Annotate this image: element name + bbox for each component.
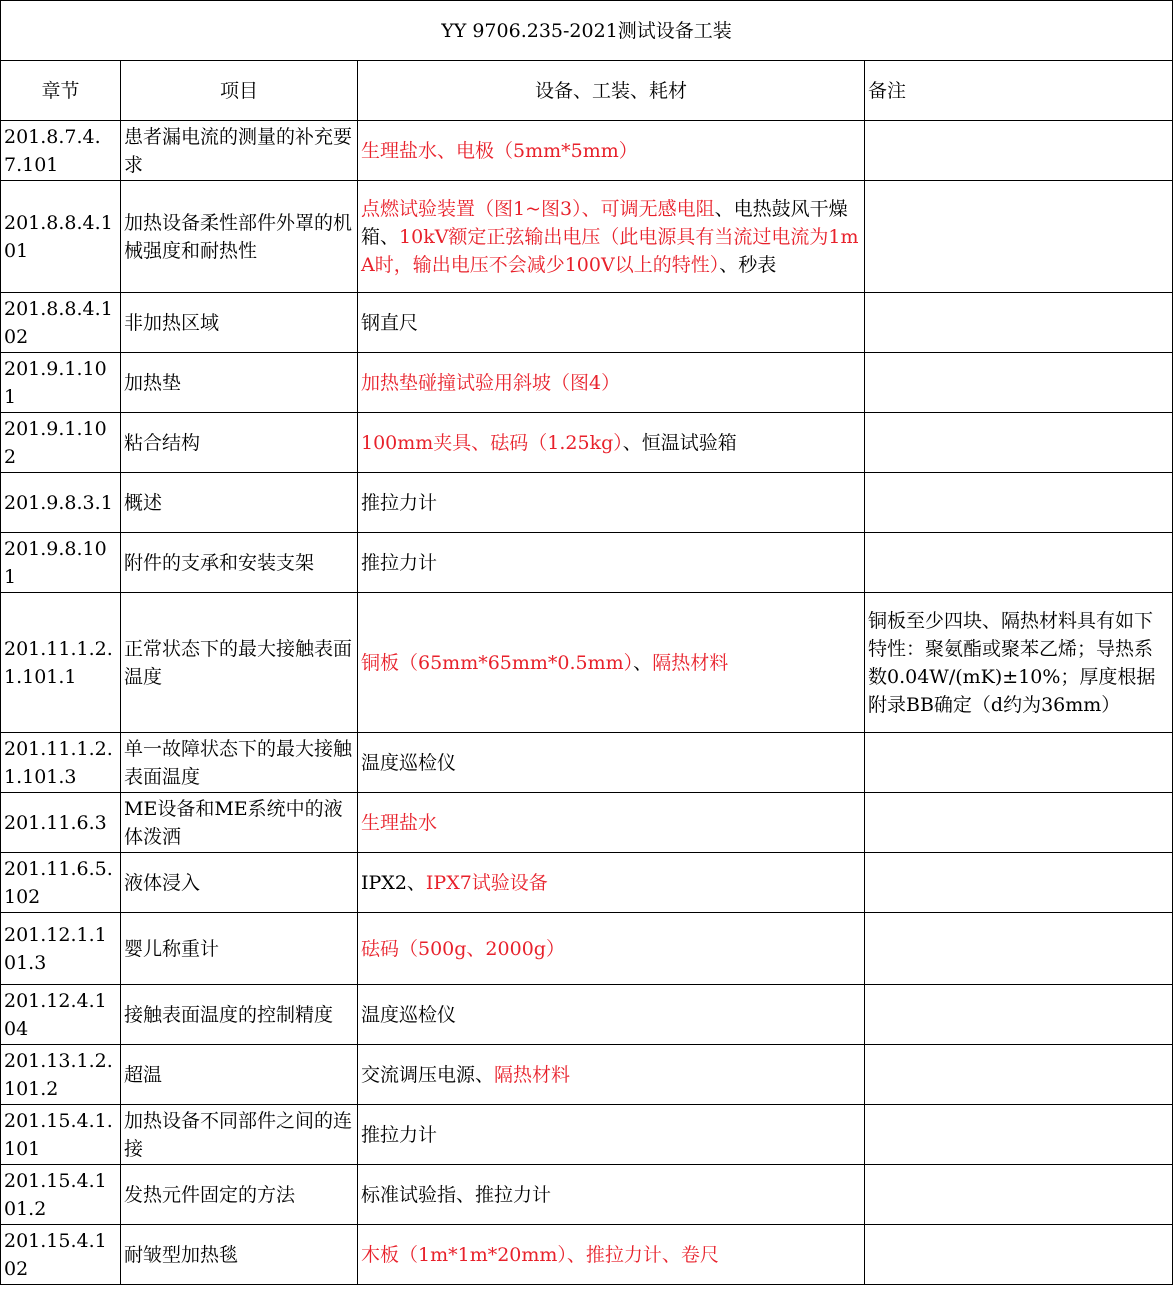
section-cell: 201.12.1.101.3 — [1, 913, 121, 985]
remarks-cell — [865, 913, 1173, 985]
remarks-cell — [865, 1165, 1173, 1225]
table-row — [1, 533, 1173, 593]
remarks-cell — [865, 1045, 1173, 1105]
item-cell: 加热设备柔性部件外罩的机械强度和耐热性 — [121, 181, 358, 293]
table-row — [1, 293, 1173, 353]
equipment-text: 木板（1m*1m*20mm）、推拉力计、卷尺 — [361, 1243, 719, 1266]
item-cell: 单一故障状态下的最大接触表面温度 — [121, 733, 358, 793]
equipment-text: 生理盐水 — [361, 811, 438, 834]
equipment-cell — [358, 593, 865, 733]
remarks-cell — [865, 293, 1173, 353]
section-cell: 201.9.8.3.1 — [1, 473, 121, 533]
remarks-cell — [865, 733, 1173, 793]
item-cell: 患者漏电流的测量的补充要求 — [121, 121, 358, 181]
equipment-cell — [358, 985, 865, 1045]
table-row — [1, 1045, 1173, 1105]
table-title: YY 9706.235-2021测试设备工装 — [1, 1, 1173, 61]
equipment-text: 交流调压电源、 — [361, 1063, 495, 1086]
section-cell: 201.8.7.4.7.101 — [1, 121, 121, 181]
remarks-cell — [865, 793, 1173, 853]
equipment-text: 隔热材料 — [652, 651, 729, 674]
equipment-text: 、电热鼓风干燥箱、 — [361, 197, 848, 248]
equipment-text: 推拉力计 — [361, 1123, 438, 1146]
table-row — [1, 985, 1173, 1045]
item-cell: 概述 — [121, 473, 358, 533]
item-cell: 加热设备不同部件之间的连接 — [121, 1105, 358, 1165]
equipment-cell — [358, 121, 865, 181]
remarks-cell — [865, 1105, 1173, 1165]
equipment-text: 100mm夹具、砝码（1.25kg） — [361, 431, 623, 454]
section-cell: 201.9.1.101 — [1, 353, 121, 413]
item-cell: 发热元件固定的方法 — [121, 1165, 358, 1225]
section-cell: 201.15.4.102 — [1, 1225, 121, 1285]
table-row — [1, 593, 1173, 733]
table-row — [1, 473, 1173, 533]
remarks-cell — [865, 353, 1173, 413]
section-cell: 201.15.4.1.101 — [1, 1105, 121, 1165]
equipment-text: 、恒温试验箱 — [622, 431, 737, 454]
header-section: 章节 — [1, 61, 121, 121]
equipment-cell — [358, 733, 865, 793]
table-row — [1, 913, 1173, 985]
table-row — [1, 793, 1173, 853]
header-remarks: 备注 — [865, 61, 1173, 121]
equipment-text: 推拉力计 — [361, 491, 438, 514]
equipment-cell — [358, 413, 865, 473]
table-row — [1, 121, 1173, 181]
section-cell: 201.12.4.104 — [1, 985, 121, 1045]
section-cell: 201.15.4.101.2 — [1, 1165, 121, 1225]
item-cell: 附件的支承和安装支架 — [121, 533, 358, 593]
equipment-cell — [358, 1165, 865, 1225]
remarks-cell — [865, 473, 1173, 533]
table-row — [1, 1225, 1173, 1285]
section-cell: 201.13.1.2.101.2 — [1, 1045, 121, 1105]
section-cell: 201.9.1.102 — [1, 413, 121, 473]
table-row — [1, 413, 1173, 473]
section-cell: 201.11.6.3 — [1, 793, 121, 853]
equipment-text: 10kV额定正弦输出电压（此电源具有当流过电流为1mA时，输出电压不会减少100V以上的特性） — [361, 225, 859, 276]
equipment-text: 铜板（65mm*65mm*0.5mm） — [361, 651, 634, 674]
equipment-cell — [358, 793, 865, 853]
equipment-text: 温度巡检仪 — [361, 1003, 457, 1026]
equipment-text: 钢直尺 — [361, 311, 419, 334]
equipment-cell — [358, 1225, 865, 1285]
section-cell: 201.9.8.101 — [1, 533, 121, 593]
item-cell: ME设备和ME系统中的液体泼洒 — [121, 793, 358, 853]
table-row — [1, 733, 1173, 793]
section-cell: 201.8.8.4.101 — [1, 181, 121, 293]
remarks-cell — [865, 181, 1173, 293]
header-item: 项目 — [121, 61, 358, 121]
equipment-text: 砝码（500g、2000g） — [361, 937, 565, 960]
item-cell: 非加热区域 — [121, 293, 358, 353]
equipment-text: 隔热材料 — [494, 1063, 571, 1086]
section-cell: 201.8.8.4.102 — [1, 293, 121, 353]
equipment-cell — [358, 913, 865, 985]
remarks-cell — [865, 413, 1173, 473]
equipment-text: IPX7试验设备 — [425, 871, 548, 894]
remarks-cell: 铜板至少四块、隔热材料具有如下特性：聚氨酯或聚苯乙烯；导热系数0.04W/(mK)±10%；厚度根据附录BB确定（d约为36mm） — [865, 593, 1173, 733]
item-cell: 婴儿称重计 — [121, 913, 358, 985]
equipment-text: 标准试验指、推拉力计 — [361, 1183, 552, 1206]
item-cell: 液体浸入 — [121, 853, 358, 913]
equipment-cell — [358, 473, 865, 533]
equipment-cell — [358, 853, 865, 913]
equipment-text: 生理盐水、电极（5mm*5mm） — [361, 139, 638, 162]
equipment-cell — [358, 353, 865, 413]
item-cell: 接触表面温度的控制精度 — [121, 985, 358, 1045]
table-row — [1, 1165, 1173, 1225]
table-row — [1, 1105, 1173, 1165]
item-cell: 加热垫 — [121, 353, 358, 413]
equipment-text: IPX2、 — [361, 871, 426, 894]
item-cell: 超温 — [121, 1045, 358, 1105]
section-cell: 201.11.1.2.1.101.3 — [1, 733, 121, 793]
item-cell: 正常状态下的最大接触表面温度 — [121, 593, 358, 733]
table-row — [1, 353, 1173, 413]
table-row — [1, 181, 1173, 293]
equipment-cell — [358, 533, 865, 593]
remarks-cell — [865, 121, 1173, 181]
item-cell: 耐皱型加热毯 — [121, 1225, 358, 1285]
equipment-text: 加热垫碰撞试验用斜坡（图4） — [361, 371, 621, 394]
remarks-cell — [865, 853, 1173, 913]
equipment-cell — [358, 1105, 865, 1165]
remarks-cell — [865, 533, 1173, 593]
remarks-cell — [865, 1225, 1173, 1285]
equipment-text: 温度巡检仪 — [361, 751, 457, 774]
equipment-cell — [358, 181, 865, 293]
equipment-cell — [358, 293, 865, 353]
remarks-cell — [865, 985, 1173, 1045]
header-row — [1, 61, 1173, 121]
section-cell: 201.11.1.2.1.101.1 — [1, 593, 121, 733]
equipment-text: 点燃试验装置（图1~图3）、可调无感电阻 — [361, 197, 715, 220]
equipment-text: 、秒表 — [719, 253, 777, 276]
item-cell: 粘合结构 — [121, 413, 358, 473]
equipment-text: 、 — [633, 651, 653, 674]
table-row — [1, 853, 1173, 913]
header-equipment: 设备、工装、耗材 — [358, 61, 865, 121]
equipment-cell — [358, 1045, 865, 1105]
equipment-text: 推拉力计 — [361, 551, 438, 574]
section-cell: 201.11.6.5.102 — [1, 853, 121, 913]
